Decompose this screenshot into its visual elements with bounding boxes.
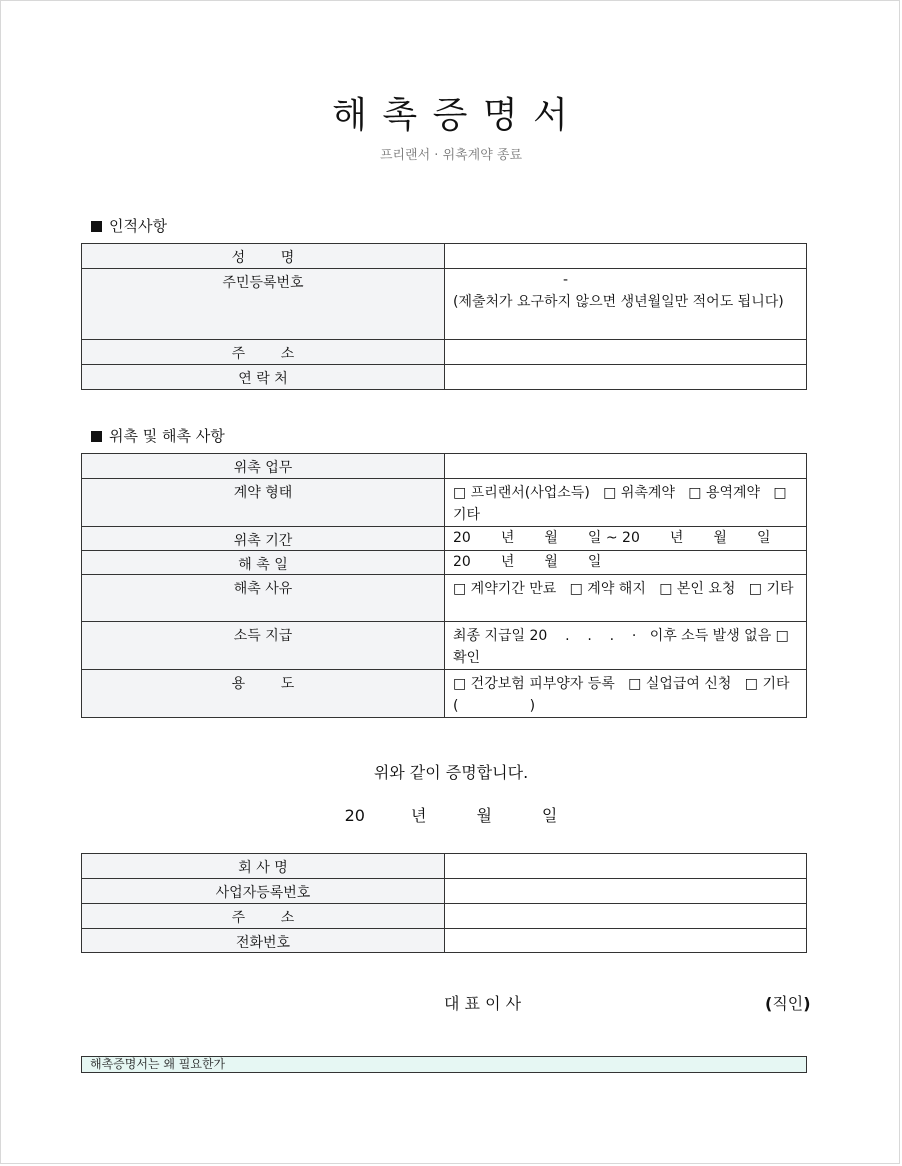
table-row	[82, 365, 807, 390]
table-row	[82, 551, 807, 575]
business-number-label: 사업자등록번호	[82, 879, 445, 904]
certification-statement: 위와 같이 증명합니다.	[373, 763, 529, 782]
termination-date-label: 해 촉 일	[82, 551, 445, 575]
address-label: 주 소	[82, 340, 445, 365]
duty-field[interactable]	[445, 454, 807, 479]
document-title: 해 촉 증 명 서	[332, 95, 570, 136]
info-banner[interactable]: 해촉증명서는 왜 필요한가	[81, 1056, 807, 1073]
table-row	[82, 527, 807, 551]
name-label: 성 명	[82, 244, 445, 269]
contact-label: 연 락 처	[82, 365, 445, 390]
section-heading-contract: 위촉 및 해촉 사항	[91, 425, 225, 446]
table-row	[82, 454, 807, 479]
company-address-label: 주 소	[82, 904, 445, 929]
table-row	[82, 340, 807, 365]
table-row	[82, 622, 807, 670]
resident-number-note: (제출처가 요구하지 않으면 생년월일만 적어도 됩니다)	[453, 294, 784, 310]
table-row	[82, 854, 807, 879]
seal-mark: (직인)	[765, 994, 811, 1013]
name-field[interactable]	[445, 244, 807, 269]
issue-date[interactable]: 20 년 월 일	[344, 806, 558, 825]
contact-field[interactable]	[445, 365, 807, 390]
square-bullet-icon	[91, 221, 102, 232]
table-row	[82, 269, 807, 340]
duty-label: 위촉 업무	[82, 454, 445, 479]
table-row	[82, 879, 807, 904]
table-row	[82, 904, 807, 929]
address-field[interactable]	[445, 340, 807, 365]
contract-type-options[interactable]: □ 프리랜서(사업소득) □ 위촉계약 □ 용역계약 □ 기타	[445, 479, 807, 527]
document-subtitle: 프리랜서 · 위촉계약 종료	[379, 148, 523, 163]
resident-number-label: 주민등록번호	[82, 269, 445, 340]
company-address-field[interactable]	[445, 904, 807, 929]
termination-date-field[interactable]: 20 년 월 일	[445, 551, 807, 575]
section-heading-personal: 인적사항	[91, 215, 167, 236]
period-label: 위촉 기간	[82, 527, 445, 551]
table-row	[82, 479, 807, 527]
table-row	[82, 670, 807, 718]
resident-number-field[interactable]: - (제출처가 요구하지 않으면 생년월일만 적어도 됩니다)	[445, 269, 807, 340]
business-number-field[interactable]	[445, 879, 807, 904]
purpose-options[interactable]: □ 건강보험 피부양자 등록 □ 실업급여 신청 □ 기타 ( )	[445, 670, 807, 718]
reason-options[interactable]: □ 계약기간 만료 □ 계약 해지 □ 본인 요청 □ 기타	[445, 575, 807, 622]
company-info-table	[81, 853, 807, 953]
period-field[interactable]: 20 년 월 일 ~ 20 년 월 일	[445, 527, 807, 551]
reason-label: 해촉 사유	[82, 575, 445, 622]
purpose-label: 용 도	[82, 670, 445, 718]
income-payment-label: 소득 지급	[82, 622, 445, 670]
company-name-label: 회 사 명	[82, 854, 445, 879]
contract-info-table	[81, 453, 807, 718]
ceo-label: 대 표 이 사	[444, 994, 522, 1013]
contract-type-label: 계약 형태	[82, 479, 445, 527]
table-row	[82, 575, 807, 622]
company-name-field[interactable]	[445, 854, 807, 879]
company-phone-label: 전화번호	[82, 929, 445, 953]
square-bullet-icon	[91, 431, 102, 442]
table-row	[82, 244, 807, 269]
personal-info-table	[81, 243, 807, 390]
company-phone-field[interactable]	[445, 929, 807, 953]
income-payment-field[interactable]: 최종 지급일 20 . . . · 이후 소득 발생 없음 □ 확인	[445, 622, 807, 670]
table-row	[82, 929, 807, 953]
